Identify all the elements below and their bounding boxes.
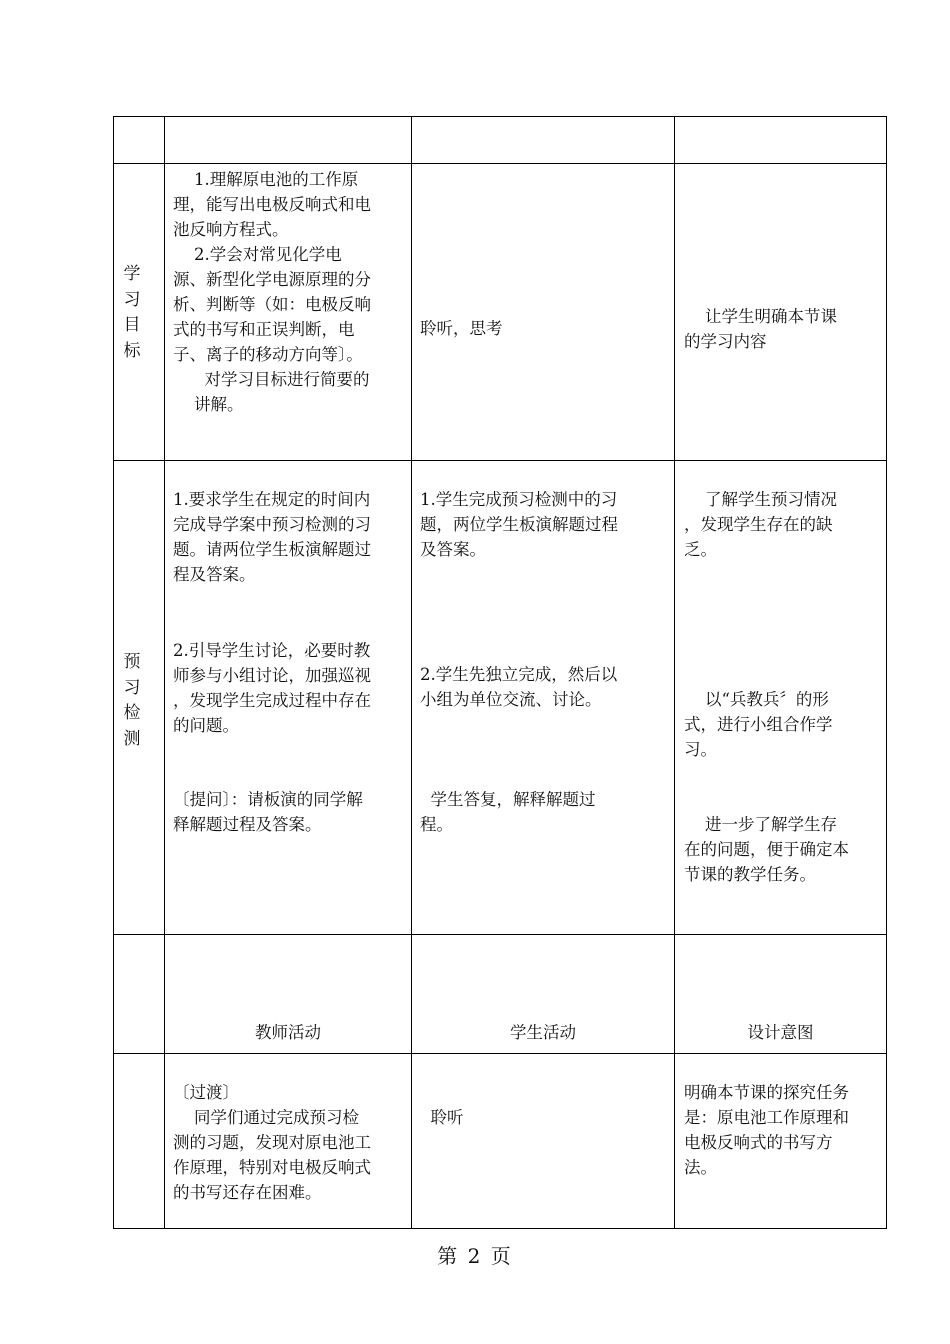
preview-student-step-2: 2.学生先独立完成，然后以 小组为单位交流、讨论。 bbox=[420, 665, 618, 709]
header-teacher-activity: 教师活动 bbox=[255, 1023, 321, 1042]
grid-line bbox=[674, 116, 675, 1229]
page-number: 第 2 页 bbox=[437, 1244, 513, 1268]
grid-line bbox=[113, 460, 887, 461]
grid-line bbox=[113, 1228, 887, 1229]
objectives-teacher-text: 1.理解原电池的工作原 理，能写出电极反响式和电 池反响方程式。 2.学会对常见化学电 源、新型化学电源原理的分 析、判断等（如：电极反响 式的书写和正误判断，电 子、离子的移动方向等〕。 对学习目标进行简要的 讲解。 bbox=[173, 170, 371, 414]
preview-teacher-question: 〔提问〕：请板演的同学解 释解题过程及答案。 bbox=[173, 790, 363, 834]
transition-teacher-text: 〔过渡〕 同学们通过完成预习检 测的习题，发现对原电池工 作原理，特别对电极反响式 的书写还存在困难。 bbox=[173, 1083, 371, 1202]
preview-design-1: 了解学生预习情况 ，发现学生存在的缺 乏。 bbox=[684, 490, 837, 559]
grid-line bbox=[113, 116, 114, 1229]
grid-line bbox=[113, 163, 887, 164]
preview-design-2: 以“兵教兵〞的形 式，进行小组合作学 习。 bbox=[684, 690, 833, 759]
preview-teacher-step-1: 1.要求学生在规定的时间内 完成导学案中预习检测的习 题。请两位学生板演解题过 程及答案。 bbox=[173, 490, 371, 584]
preview-teacher-step-2: 2.引导学生讨论，必要时教 师参与小组讨论，加强巡视 ，发现学生完成过程中存在 的问题。 bbox=[173, 641, 371, 735]
grid-line bbox=[164, 116, 165, 1229]
transition-student-text: 聆听 bbox=[420, 1108, 464, 1127]
objectives-label: 学 习 目 标 bbox=[123, 264, 141, 361]
grid-line bbox=[113, 1053, 887, 1054]
grid-line bbox=[113, 116, 887, 117]
preview-student-step-1: 1.学生完成预习检测中的习 题，两位学生板演解题过程 及答案。 bbox=[420, 490, 618, 559]
preview-label: 预 习 检 测 bbox=[123, 652, 141, 749]
preview-student-answer: 学生答复，解释解题过 程。 bbox=[420, 790, 596, 834]
grid-line bbox=[411, 116, 412, 1229]
grid-line bbox=[886, 116, 887, 1229]
objectives-design-text: 让学生明确本节课 的学习内容 bbox=[684, 307, 837, 351]
header-design-intent: 设计意图 bbox=[747, 1023, 814, 1042]
header-student-activity: 学生活动 bbox=[510, 1023, 576, 1042]
objectives-student-text: 聆听，思考 bbox=[420, 319, 503, 338]
transition-design-text: 明确本节课的探究任务 是：原电池工作原理和 电极反响式的书写方 法。 bbox=[684, 1083, 849, 1177]
grid-line bbox=[113, 934, 887, 935]
preview-design-3: 进一步了解学生存 在的问题，便于确定本 节课的教学任务。 bbox=[684, 815, 849, 884]
